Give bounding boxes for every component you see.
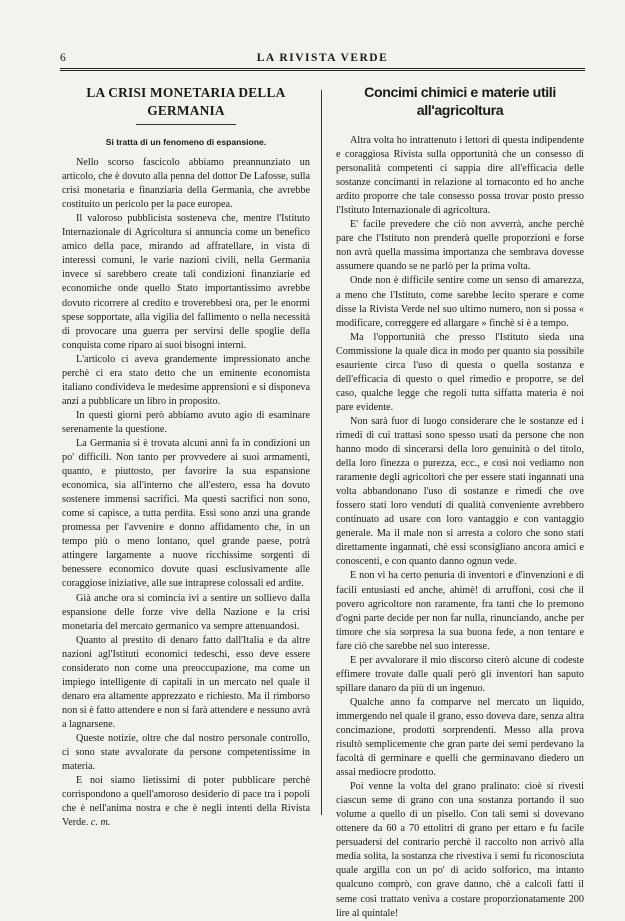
left-column (62, 84, 310, 830)
left-paragraph: Nello scorso fascicolo abbiamo preannunziato un articolo, che è dovuto alla penna del dottor De Lafosse, sulla crisi monetaria e finanziaria della Germania, che avrebbe costituito un pericolo per la pace europea. (62, 157, 310, 211)
header-rule (60, 68, 585, 69)
left-paragraph-last (62, 774, 310, 830)
left-paragraph: Quanto al prestito di denaro fatto dall'Italia e da altre nazioni agl'Istituti economici tedeschi, esso deve essere considerato non come una preoccupazione, ma come un impiego intelligente di capitali in un mercato nel quale il denaro era altamente apprezzato e richiesto. Ma il rimborso non si è fatto attendere e non si farà attendere e nessuno avrà a lagnarsene. (62, 634, 310, 730)
left-paragraph: Il valoroso pubblicista sosteneva che, mentre l'Istituto Internazionale di Agricoltura si annuncia come un benefico amico della pace, mirando ad affratellare, in vista di interessi comuni, le varie nazioni civili, nella Germania invece si sarebbero create tali condizioni finanziarie ed economiche onde quello Stato importantissimo avrebbe dovuto ricorrere al credito e troverebbesi ora, per le enormi spese sopportate, alla vigilia del fallimento o nella necessità di provocare una guerra per servirsi delle spoglie della conquista come riparo ai suoi bisogni interni. (62, 213, 310, 351)
running-head (60, 52, 585, 68)
right-paragraph: E per avvalorare il mio discorso citerò alcune di codeste effimere trovate dalle quali però gli inventori han saputo spillare danaro da più di un ingenuo. (336, 654, 584, 694)
left-paragraph: Queste notizie, oltre che dal nostro personale controllo, ci sono state avvalorate da persone competentissime in materia. (62, 732, 310, 773)
title-rule (136, 124, 236, 125)
left-paragraph: L'articolo ci aveva grandemente impressionato anche perchè ci era stato detto che un eminente economista italiano condivideva le medesime apprensioni e si disponeva anzi a pubblicare un libro in proposito. (62, 353, 310, 407)
journal-title: LA RIVISTA VERDE (256, 52, 389, 64)
page-number: 6 (60, 52, 68, 64)
column-divider (321, 90, 322, 815)
right-paragraph: Poi venne la volta del grano pralinato: cioè si rivesti ciascun seme di grano con una sostanza portando il suo volume a quello di un pisello. Con tali semi si dovevano ottenere da 60 a 70 ettolitri di grano per ettaro e fu facile persuadersi del contrario perchè il raccolto non arrivò alla media solita, la sostanza che rivestiva i semi fu riconosciuta quale argilla con un po' di acido solforico, ma intanto qualcuno comprò, con grave danno, chè a calcoli fatti il seme così trattato veniva a costare proporzionatamente 200 lire al quintale! (336, 781, 584, 919)
right-column (336, 84, 584, 921)
left-paragraph: La Germania si è trovata alcuni anni fa in condizioni un po' difficili. Non tanto per provvedere ai suoi armamenti, quanto, e piuttosto, per favorire la sua espansione economica, sia all'interno che all'estero, essa ha dovuto sostenere immensi sacrifici. Ma questi sacrifici non sono, come si capisce, a tutta perdita. Essi sono anzi una grande promessa per l'avvenire e donno affidamento che, in un tempo più o meno lontano, quel grande paese, potrà attingere largamente a nuove ricchissime sorgenti di benessere economico dovute quasi esclusivamente alle coraggiose iniziative, alle sue intraprese colossali ed ardite. (62, 437, 310, 590)
right-paragraph: Altra volta ho intrattenuto i lettori di questa indipendente e coraggiosa Rivista sulla opportunità che un consesso di personalità competenti ci sappia dire all'efficacia delle sostanze concimanti in relazione al tornaconto ed ho anche ardito proporre che tale consesso possa trovar posto presso l'Istituto Internazionale di agricoltura. (336, 135, 584, 217)
right-paragraph: Non sarà fuor di luogo considerare che le sostanze ed i rimedi di cui trattasi sono spesso usati da persone che non hanno modo di sincerarsi della loro genuinità o del titolo, della loro finezza o purezza, ecc., e così noi vediamo non raramente degli agricoltori che per essere stati ingannati una volta abbandonano l'uso di sostanze e rimedi che ove fossero stati loro venduti di qualità conveniente avrebbero continuato ad usare con loro vantaggio e con vantaggio generale. Ma il male non si arresta a coloro che sono stati direttamente ingannati, chè essi sconsigliano ancora amici e conoscenti, e con quanto danno ognun vede. (336, 415, 584, 568)
right-article-title: Concimi chimici e materie utili all'agricoltura (364, 85, 556, 119)
right-paragraph: E' facile prevedere che ciò non avverrà, anche perchè pare che l'Istituto non prenderà quelle proporzioni e forse non avrà quella massima importanza che sembrava dovesse assumere quando se ne parlò per la prima volta. (336, 219, 584, 273)
right-paragraph: Ma l'opportunità che presso l'Istituto sieda una Commissione la quale dica in modo per quanto sia possibile esauriente circa l'uso di questa o quella sostanza e dell'efficacia di questo o quel rimedio e proporre, se del caso, qualche legge che regoli tutta siffatta materia è noi pare evidente. (336, 331, 584, 413)
left-article-title: LA CRISI MONETARIA DELLA GERMANIA (86, 85, 286, 118)
right-paragraph: Qualche anno fa comparve nel mercato un liquido, immergendo nel quale il grano, esso doveva dare, senza altra concimazione, prodotti sorprendenti. Messo alla prova risultò semplicemente che gran parte dei semi perdevano la facoltà di germinare e quelli che germinavano diedero un assai mediocre prodotto. (336, 696, 584, 779)
left-paragraph: Già anche ora si comincia ivi a sentire un sollievo dalla espansione delle forze vive della Nazione e la crisi monetaria del mercato germanico va sempre attenuandosi. (62, 592, 310, 632)
signature: c. m. (90, 817, 111, 829)
right-paragraph: E non vi ha certo penuria di inventori e d'invenzioni e di facili entusiasti ed anche, ahimè! di arruffoni, così che il povero agricoltore non raramente, fra tanti che lo premono d'ogni parte decide per non far nulla, rinunciando, anche per timore che sia sorpresa la sua buona fede, a non tentare e fare ciò che sarebbe nel suo interesse. (336, 570, 584, 652)
left-closing-text: E noi siamo lietissimi di poter pubblicare perchè corrispondono a quell'amoroso desiderio di pace tra i popoli che è nell'anima nostra e che è negli intenti della Rivista Verde. (62, 775, 310, 829)
left-article-subtitle: Si tratta di un fenomeno di espansione. (105, 137, 267, 147)
right-paragraph: Onde non è difficile sentire come un senso di amarezza, a meno che l'Istituto, come sarebbe lecito sperare e come disse la Rivista Verde nel suo ultimo numero, non si possa « modificare, correggere ed allargare » finchè si è a tempo. (336, 275, 584, 329)
header-rule-double (60, 70, 585, 71)
left-paragraph: In questi giorni però abbiamo avuto agio di esaminare serenamente la questione. (62, 409, 310, 435)
